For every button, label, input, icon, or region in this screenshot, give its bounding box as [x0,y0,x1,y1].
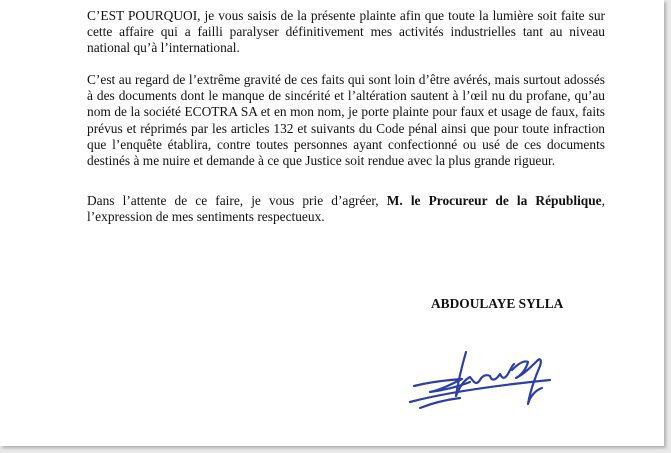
paragraph-1: C’EST POURQUOI, je vous saisis de la présente plainte afin que toute la lumière soit faite sur cette affaire qui a failli paralyser définitivement mes activités industrielles tant au niveau national qu’à l’international. [87,8,605,56]
signature-stroke [420,398,460,408]
paragraph-3-start: Dans l’attente de ce faire, je vous prie d’agréer, [87,193,387,208]
paragraph-3-end: , l’expression de mes sentiments respectueux. [87,193,605,225]
handwritten-signature [400,330,570,420]
paragraph-3 [87,193,605,225]
author-name: ABDOULAYE SYLLA [431,296,564,311]
addressee-title: M. le Procureur de la République [386,193,602,208]
paragraph-2: C’est au regard de l’extrême gravité de ces faits qui sont loin d’être avérés, mais surtout adossés à des documents dont le manque de sincérité et l’altération sautent à l’œil nu du profane, qu’au nom de la société ECOTRA SA et en mon nom, je porte plainte pour faux et usage de faux, faits prévus et réprimés par les articles 132 et suivants du Code pénal ainsi que pour toute infraction que l’enquête établira, contre toutes personnes ayant confectionné ou usé de ces documents destinés à me nuire et demande à ce que Justice soit rendue avec la plus grande rigueur. [87,72,605,169]
signature-stroke [456,352,514,396]
